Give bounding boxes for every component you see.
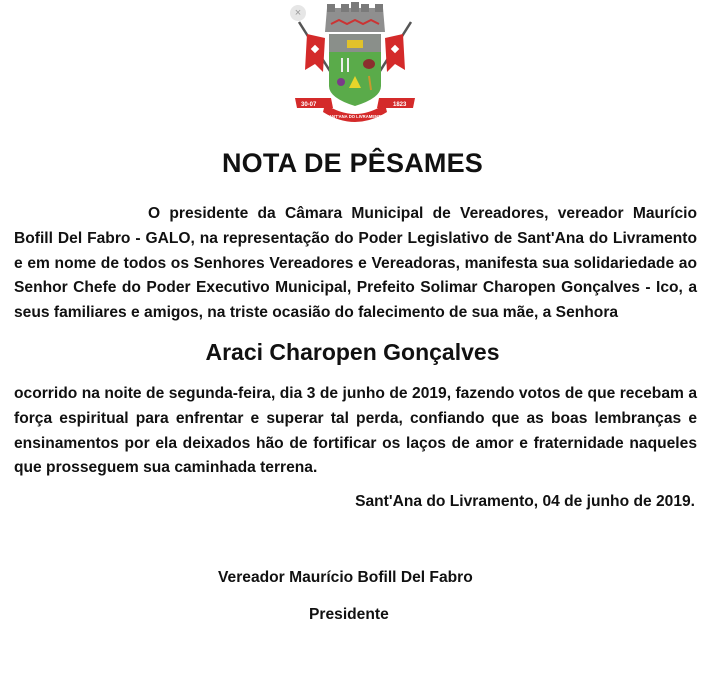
signatory-role: Presidente bbox=[309, 606, 389, 623]
paragraph-intro: O presidente da Câmara Municipal de Vereadores, vereador Maurício Bofill Del Fabro - GALO, na representação do Poder Legislativo de Sant'Ana do Livramento e em nome de todos os Senhores Vereadores e Vereadoras, manifesta sua solidariedade ao Senhor Chefe do Poder Executivo Municipal, Prefeito Solimar Charopen Gonçalves - Ico, a seus familiares e amigos, na triste ocasião do falecimento de sua mãe, a Senhora bbox=[14, 205, 697, 322]
crest-right-year: 1823 bbox=[393, 102, 407, 108]
deceased-name: Araci Charopen Gonçalves bbox=[205, 339, 500, 365]
municipal-coat-of-arms bbox=[289, 2, 421, 124]
crest-left-year: 30-07 bbox=[301, 102, 317, 108]
signatory-name: Vereador Maurício Bofill Del Fabro bbox=[218, 569, 473, 586]
document-title: NOTA DE PÊSAMES bbox=[221, 148, 484, 178]
crest-banner-text: SANT'ANA DO LIVRAMENTO bbox=[326, 114, 384, 119]
paragraph-condolence: ocorrido na noite de segunda-feira, dia 3 de junho de 2019, fazendo votos de que recebam a força espiritual para enfrentar e superar tal perda, confiando que as boas lembranças e ensinamentos por ela deixados hão de fortificar os laços de amor e fraternidade naqueles que prosseguem sua caminhada terrena. bbox=[14, 385, 697, 477]
place-and-date: Sant'Ana do Livramento, 04 de junho de 2019. bbox=[355, 493, 695, 510]
close-icon[interactable]: × bbox=[290, 5, 306, 21]
